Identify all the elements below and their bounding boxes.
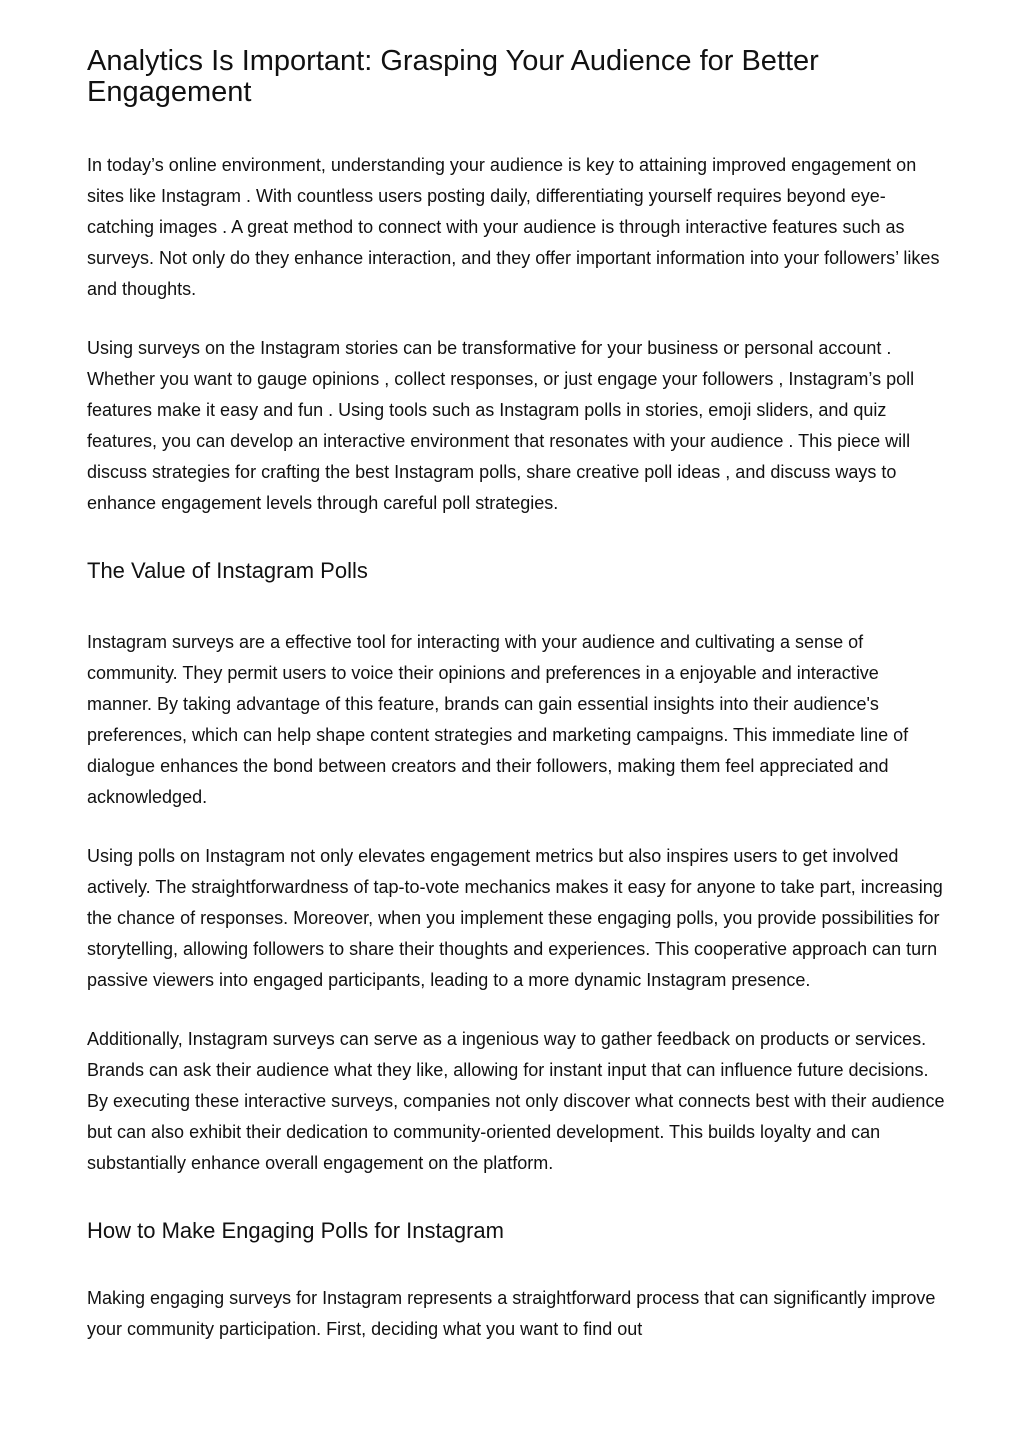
document-title: Analytics Is Important: Grasping Your Audience for Better Engagement [87, 45, 819, 108]
section-heading: How to Make Engaging Polls for Instagram [87, 1218, 504, 1243]
intro-paragraph: In today’s online environment, understanding your audience is key to attaining improved engagement on sites like Instagram . With countless users posting daily, differentiating yourself requires beyond eye-catching images . A great method to connect with your audience is through interactive features such as surveys. Not only do they enhance interaction, and they offer important information into your followers’ likes and thoughts. [87, 155, 940, 299]
section-paragraph: Using polls on Instagram not only elevates engagement metrics but also inspires users to get involved actively. The straightforwardness of tap-to-vote mechanics makes it easy for anyone to take part, increasing the chance of responses. Moreover, when you implement these engaging polls, you provide possibilities for storytelling, allowing followers to share their thoughts and experiences. This cooperative approach can turn passive viewers into engaged participants, leading to a more dynamic Instagram presence. [87, 846, 943, 990]
section-paragraph: Additionally, Instagram surveys can serve as a ingenious way to gather feedback on products or services. Brands can ask their audience what they like, allowing for instant input that can influence future decisions. By executing these interactive surveys, companies not only discover what connects best with their audience but can also exhibit their dedication to community-oriented development. This builds loyalty and can substantially enhance overall engagement on the platform. [87, 1029, 945, 1173]
intro-paragraph: Using surveys on the Instagram stories can be transformative for your business or personal account . Whether you want to gauge opinions , collect responses, or just engage your followers , Instagram’s poll features make it easy and fun . Using tools such as Instagram polls in stories, emoji sliders, and quiz features, you can develop an interactive environment that resonates with your audience . This piece will discuss strategies for crafting the best Instagram polls, share creative poll ideas , and discuss ways to enhance engagement levels through careful poll strategies. [87, 338, 915, 513]
section-paragraph: Making engaging surveys for Instagram represents a straightforward process that can significantly improve your community participation. First, deciding what you want to find out [87, 1288, 936, 1339]
section-paragraph: Instagram surveys are a effective tool for interacting with your audience and cultivating a sense of community. They permit users to voice their opinions and preferences in a enjoyable and interactive manner. By taking advantage of this feature, brands can gain essential insights into their audience's preferences, which can help shape content strategies and marketing campaigns. This immediate line of dialogue enhances the bond between creators and their followers, making them feel appreciated and acknowledged. [87, 632, 909, 807]
section-heading: The Value of Instagram Polls [87, 558, 368, 583]
document-page [87, 46, 947, 1372]
